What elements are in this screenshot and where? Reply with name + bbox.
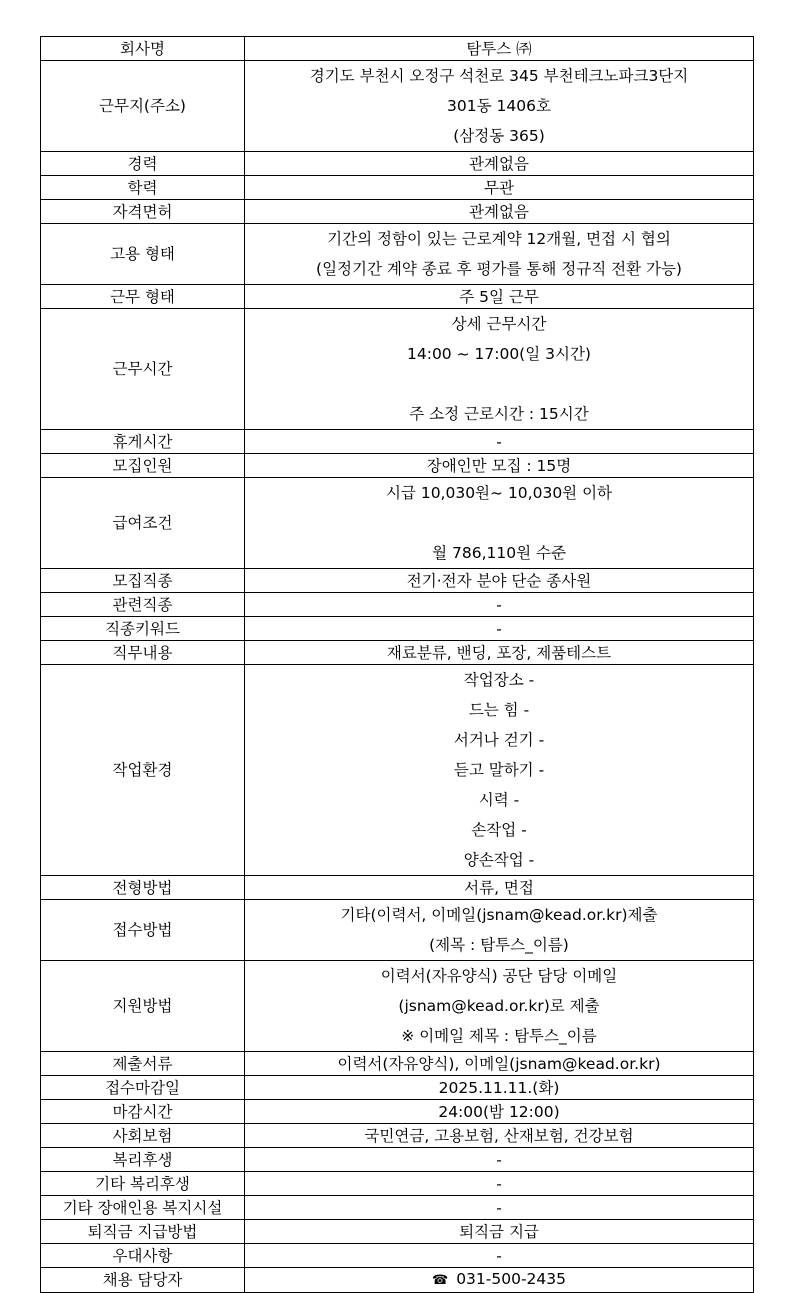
value-line <box>249 961 749 991</box>
value-line <box>249 665 749 695</box>
value-line <box>249 1053 749 1075</box>
value-line <box>249 900 749 930</box>
row-label: 접수마감일 <box>41 1076 245 1100</box>
value-line <box>249 369 749 399</box>
row-label: 휴게시간 <box>41 430 245 454</box>
row-label: 관련직종 <box>41 593 245 617</box>
row-label: 회사명 <box>41 37 245 61</box>
table-row <box>41 176 754 200</box>
table-row <box>41 430 754 454</box>
table-row <box>41 876 754 900</box>
value-text: - <box>496 432 502 451</box>
row-label: 기타 장애인용 복지시설 <box>41 1196 245 1220</box>
table-row <box>41 309 754 430</box>
value-text: 이력서(자유양식) 공단 담당 이메일 <box>380 967 618 985</box>
value-text: 주 5일 근무 <box>459 287 539 306</box>
value-text: 드는 힘 - <box>468 701 530 719</box>
value-text: 시력 - <box>478 791 520 809</box>
row-label: 모집인원 <box>41 454 245 478</box>
row-label: 접수방법 <box>41 900 245 961</box>
value-text: 국민연금, 고용보험, 산재보험, 건강보험 <box>364 1126 634 1145</box>
row-label: 채용 담당자 <box>41 1268 245 1293</box>
table-row <box>41 665 754 876</box>
row-label: 사회보험 <box>41 1124 245 1148</box>
row-value <box>245 152 754 176</box>
table-row <box>41 593 754 617</box>
value-line <box>249 201 749 223</box>
row-label: 학력 <box>41 176 245 200</box>
value-text: 301동 1406호 <box>447 97 551 115</box>
row-value <box>245 617 754 641</box>
table-row <box>41 37 754 61</box>
row-label: 퇴직금 지급방법 <box>41 1220 245 1244</box>
table-row <box>41 1148 754 1172</box>
row-value <box>245 478 754 569</box>
value-line <box>249 508 749 538</box>
table-row <box>41 1196 754 1220</box>
table-row <box>41 454 754 478</box>
row-label: 지원방법 <box>41 961 245 1052</box>
row-value <box>245 1196 754 1220</box>
value-line <box>249 224 749 254</box>
value-line <box>249 570 749 592</box>
table-row <box>41 285 754 309</box>
value-text: (일정기간 계약 종료 후 평가를 통해 정규직 전환 가능) <box>316 260 682 278</box>
value-text: 탐투스 ㈜ <box>466 39 532 58</box>
value-text: (제목 : 탐투스_이름) <box>429 936 569 954</box>
value-line <box>249 91 749 121</box>
row-value <box>245 1172 754 1196</box>
value-line <box>249 1197 749 1219</box>
row-value <box>245 876 754 900</box>
row-value <box>245 309 754 430</box>
value-line <box>249 1021 749 1051</box>
row-label: 경력 <box>41 152 245 176</box>
row-label: 직무내용 <box>41 641 245 665</box>
value-text: 무관 <box>484 178 514 197</box>
value-line <box>249 153 749 175</box>
value-line <box>249 1149 749 1171</box>
value-line <box>249 1077 749 1099</box>
value-text: - <box>496 1150 502 1169</box>
row-value <box>245 454 754 478</box>
table-row <box>41 224 754 285</box>
table-row <box>41 641 754 665</box>
value-text: (jsnam@kead.or.kr)로 제출 <box>398 997 600 1015</box>
value-text: 재료분류, 밴딩, 포장, 제품테스트 <box>386 643 612 662</box>
value-text: 서거나 걷기 - <box>453 731 545 749</box>
value-line <box>249 1268 749 1292</box>
row-label: 근무지(주소) <box>41 61 245 152</box>
value-line <box>249 121 749 151</box>
value-line <box>249 725 749 755</box>
value-line <box>249 309 749 339</box>
table-row <box>41 569 754 593</box>
value-text: - <box>496 595 502 614</box>
row-value <box>245 176 754 200</box>
value-line <box>249 1125 749 1147</box>
value-text: - <box>496 1174 502 1193</box>
row-value <box>245 1268 754 1293</box>
value-text: - <box>496 1198 502 1217</box>
value-line <box>249 1245 749 1267</box>
value-line <box>249 177 749 199</box>
table-body <box>41 37 754 1293</box>
row-value <box>245 1076 754 1100</box>
value-text: 퇴직금 지급 <box>459 1222 539 1241</box>
table-row <box>41 1052 754 1076</box>
row-label: 복리후생 <box>41 1148 245 1172</box>
row-label: 모집직종 <box>41 569 245 593</box>
row-label: 제출서류 <box>41 1052 245 1076</box>
row-value <box>245 224 754 285</box>
row-value <box>245 1052 754 1076</box>
value-line <box>249 618 749 640</box>
value-line <box>249 930 749 960</box>
value-text: 손작업 - <box>471 821 527 839</box>
value-text: 주 소정 근로시간 : 15시간 <box>409 405 589 423</box>
value-text: 14:00 ~ 17:00(일 3시간) <box>407 345 591 363</box>
row-label: 전형방법 <box>41 876 245 900</box>
row-value <box>245 430 754 454</box>
value-line <box>249 815 749 845</box>
row-value <box>245 285 754 309</box>
value-text: 2025.11.11.(화) <box>438 1078 560 1097</box>
value-line <box>249 755 749 785</box>
row-value <box>245 37 754 61</box>
value-text: 경기도 부천시 오정구 석천로 345 부천테크노파크3단지 <box>309 67 689 85</box>
value-line <box>249 339 749 369</box>
value-line <box>249 538 749 568</box>
value-text: 이력서(자유양식), 이메일(jsnam@kead.or.kr) <box>337 1054 661 1073</box>
value-text: (삼정동 365) <box>453 127 545 145</box>
table-row <box>41 1076 754 1100</box>
row-label: 직종키워드 <box>41 617 245 641</box>
value-text: 관계없음 <box>469 202 529 221</box>
value-text: 상세 근무시간 <box>451 315 547 333</box>
table-row <box>41 1220 754 1244</box>
row-value <box>245 1100 754 1124</box>
value-text: 기타(이력서, 이메일(jsnam@kead.or.kr)제출 <box>340 906 658 924</box>
value-text: ※ 이메일 제목 : 탐투스_이름 <box>401 1027 597 1045</box>
row-value <box>245 665 754 876</box>
value-text: - <box>496 1246 502 1265</box>
value-line <box>249 286 749 308</box>
value-line <box>249 785 749 815</box>
value-text: 서류, 면접 <box>464 878 534 897</box>
value-line <box>249 845 749 875</box>
table-row <box>41 1124 754 1148</box>
row-value <box>245 593 754 617</box>
phone-icon: ☎ <box>431 1273 449 1288</box>
value-line <box>249 877 749 899</box>
value-line <box>249 1101 749 1123</box>
row-label: 기타 복리후생 <box>41 1172 245 1196</box>
value-line <box>249 38 749 60</box>
value-line <box>249 642 749 664</box>
value-text: 양손작업 - <box>463 851 535 869</box>
job-posting-table <box>40 36 754 1293</box>
value-line <box>249 431 749 453</box>
value-line <box>249 991 749 1021</box>
value-text: 시급 10,030원~ 10,030원 이하 <box>385 484 613 502</box>
value-line <box>249 1221 749 1243</box>
row-value <box>245 1220 754 1244</box>
value-line <box>249 695 749 725</box>
value-text: 관계없음 <box>469 154 529 173</box>
row-label: 고용 형태 <box>41 224 245 285</box>
table-row <box>41 152 754 176</box>
row-value <box>245 200 754 224</box>
value-line <box>249 1173 749 1195</box>
row-value <box>245 961 754 1052</box>
value-text: 전기·전자 분야 단순 종사원 <box>406 571 592 590</box>
table-row <box>41 200 754 224</box>
row-label: 우대사항 <box>41 1244 245 1268</box>
row-label: 마감시간 <box>41 1100 245 1124</box>
value-line <box>249 399 749 429</box>
value-line <box>249 594 749 616</box>
table-row <box>41 1100 754 1124</box>
table-row <box>41 478 754 569</box>
value-line <box>249 455 749 477</box>
value-line <box>249 478 749 508</box>
row-label: 자격면허 <box>41 200 245 224</box>
row-value <box>245 641 754 665</box>
value-line <box>249 254 749 284</box>
row-value <box>245 1244 754 1268</box>
value-text: 기간의 정함이 있는 근로계약 12개월, 면접 시 협의 <box>327 230 671 248</box>
table-row <box>41 1172 754 1196</box>
row-value <box>245 1124 754 1148</box>
value-text: 작업장소 - <box>463 671 535 689</box>
row-label: 작업환경 <box>41 665 245 876</box>
value-text: 24:00(밤 12:00) <box>438 1102 560 1121</box>
table-row <box>41 61 754 152</box>
value-text: 장애인만 모집 : 15명 <box>426 456 572 475</box>
table-row <box>41 617 754 641</box>
table-row <box>41 1268 754 1293</box>
value-text: 031-500-2435 <box>456 1270 566 1288</box>
row-label: 급여조건 <box>41 478 245 569</box>
value-text: 월 786,110원 수준 <box>432 544 566 562</box>
table-row <box>41 900 754 961</box>
row-label: 근무 형태 <box>41 285 245 309</box>
value-text: 듣고 말하기 - <box>453 761 545 779</box>
row-value <box>245 61 754 152</box>
value-text: - <box>496 619 502 638</box>
table-row <box>41 1244 754 1268</box>
row-value <box>245 569 754 593</box>
value-line <box>249 61 749 91</box>
row-value <box>245 1148 754 1172</box>
row-value <box>245 900 754 961</box>
row-label: 근무시간 <box>41 309 245 430</box>
table-row <box>41 961 754 1052</box>
